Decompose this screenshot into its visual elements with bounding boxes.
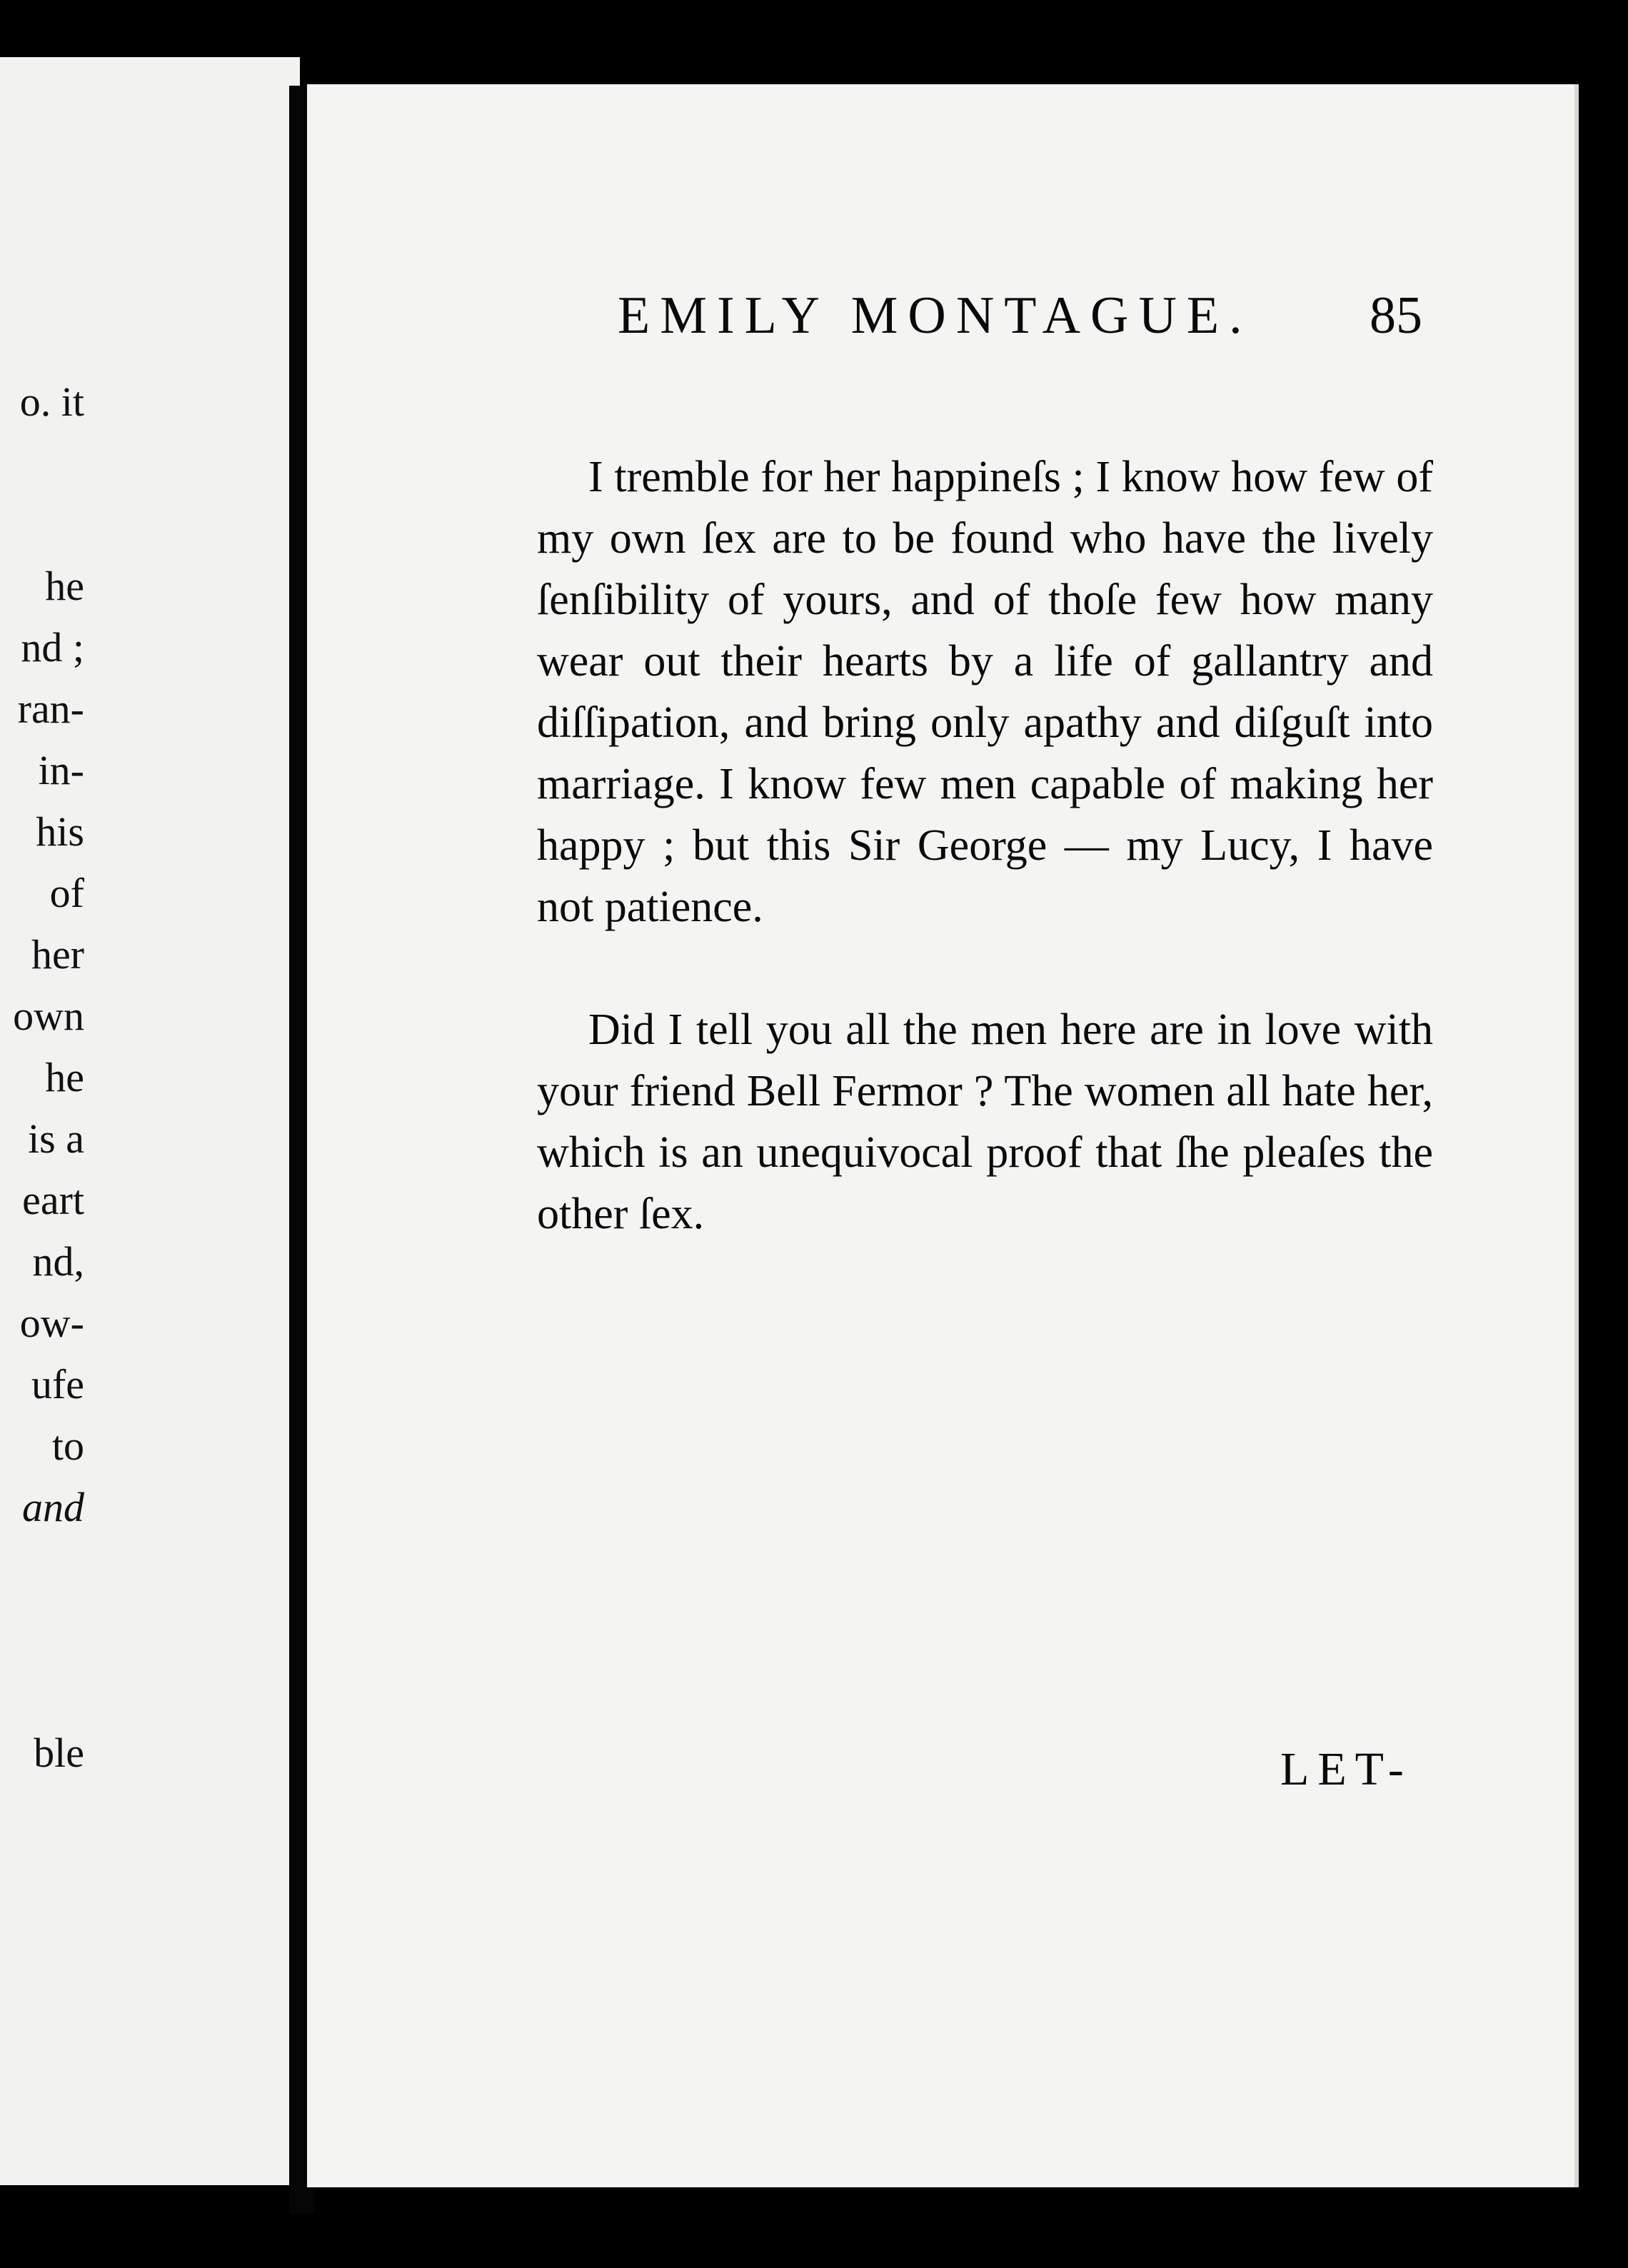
- running-head: [618, 286, 1432, 357]
- running-head-title: EMILY MONTAGUE.: [618, 286, 1252, 345]
- catchword: LET-: [1280, 1743, 1412, 1795]
- facing-line: o. it: [19, 378, 84, 425]
- page-body: [537, 446, 1433, 1245]
- facing-line: he: [45, 1054, 84, 1100]
- facing-line: ran-: [17, 686, 84, 732]
- facing-line: of: [49, 870, 84, 916]
- facing-line: her: [31, 931, 84, 978]
- facing-line: [0, 494, 84, 556]
- facing-line: [0, 1600, 84, 1661]
- facing-line: [0, 1661, 84, 1722]
- facing-line: to: [51, 1422, 84, 1469]
- facing-line: ow-: [19, 1300, 84, 1346]
- facing-line: his: [36, 808, 84, 855]
- facing-line: is a: [28, 1115, 84, 1162]
- facing-line: [0, 433, 84, 494]
- facing-line: and: [22, 1484, 84, 1530]
- facing-line: in-: [38, 747, 84, 793]
- facing-line: he: [45, 563, 84, 609]
- facing-page-text: [0, 371, 84, 1784]
- facing-line: nd ;: [21, 624, 84, 671]
- paragraph: I tremble for her happineſs ; I know how few of my own ſex are to be found who have the lively ſenſibility of yours, and of thoſe few how many wear out their hearts by a life of gallantry and diſſipation, and bring only apathy and diſguſt into marriage. I know few men capable of making her happy ; but this Sir George — my Lucy, I have not patience.: [537, 453, 1433, 931]
- facing-line: nd,: [32, 1238, 84, 1285]
- facing-line: own: [13, 993, 84, 1039]
- paragraph: Did I tell you all the men here are in love with your friend Bell Fermor ? The women all hate her, which is an unequivocal proof that ſhe pleaſes the other ſex.: [537, 1005, 1433, 1238]
- page-number: 85: [1370, 286, 1422, 345]
- facing-line: ufe: [31, 1361, 84, 1408]
- facing-line: [0, 1538, 84, 1600]
- facing-line: eart: [22, 1177, 84, 1223]
- facing-line: ble: [34, 1730, 84, 1776]
